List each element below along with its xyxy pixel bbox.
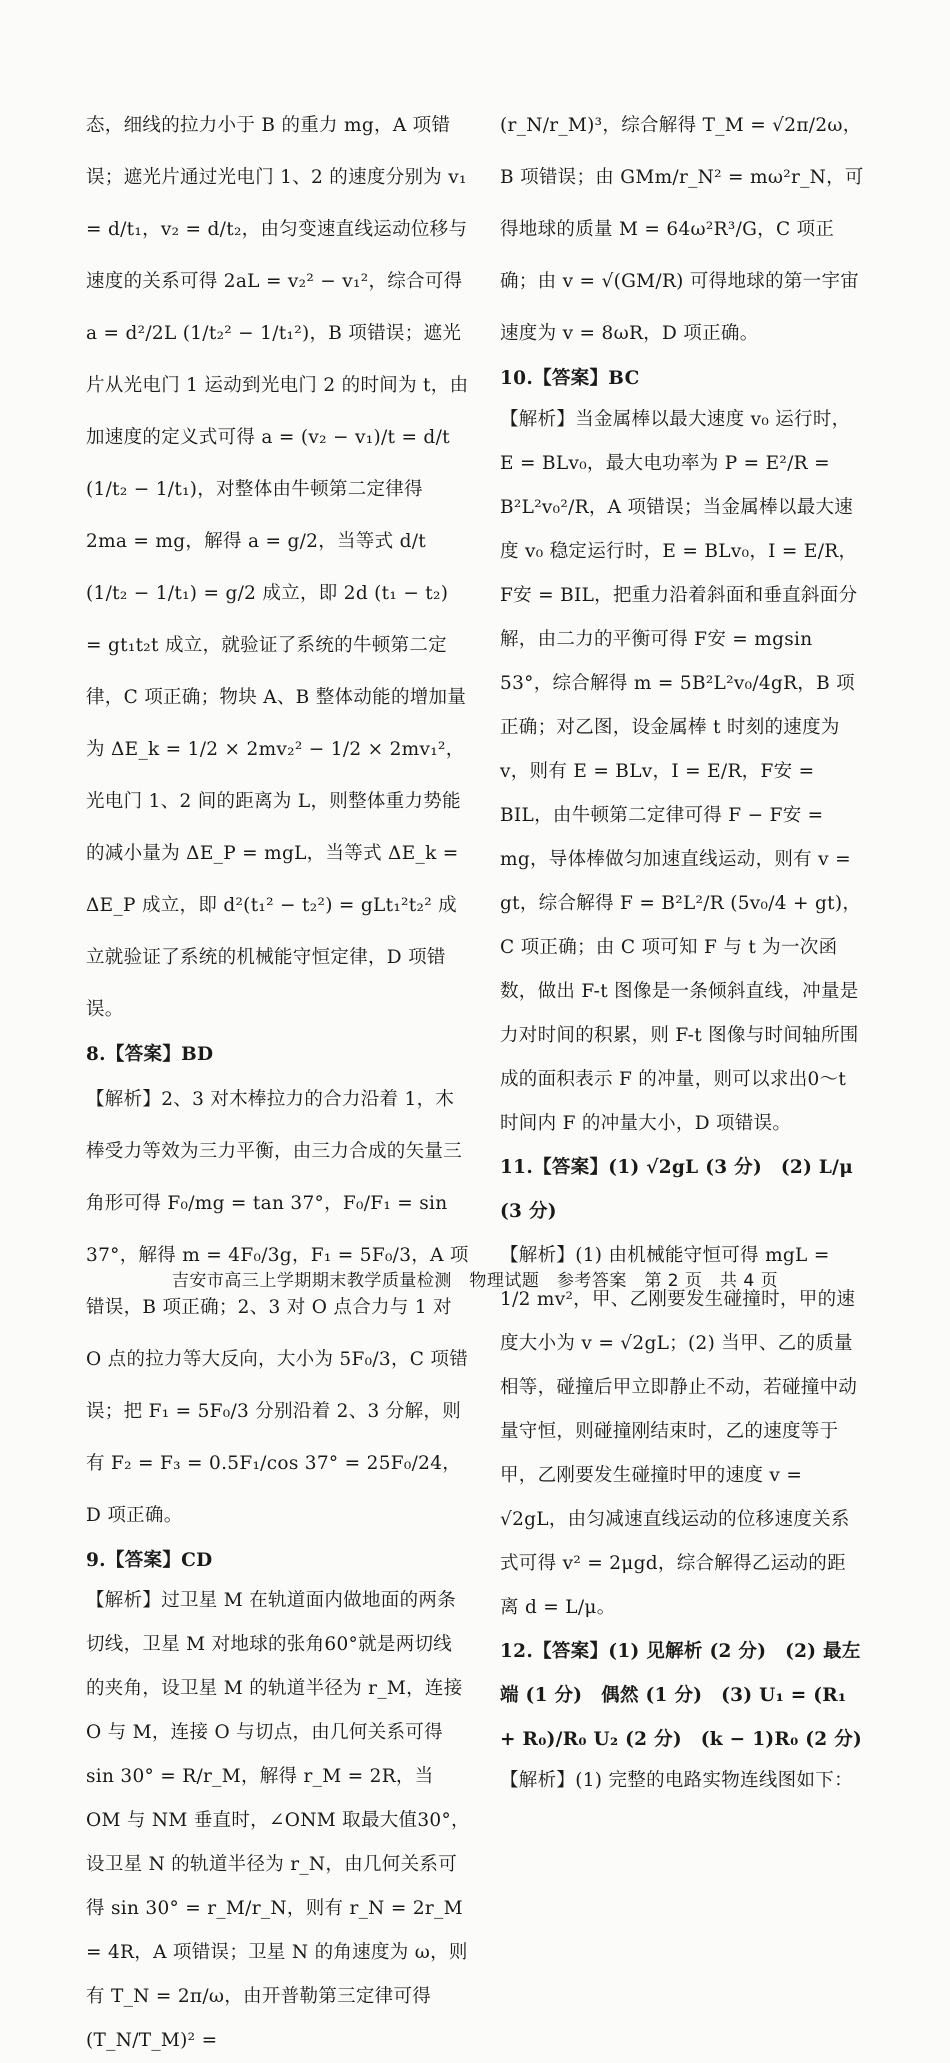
column-divider <box>484 100 485 1200</box>
answer-q8: 8.【答案】BD <box>86 1044 214 1065</box>
paragraph-q12-analysis: 【解析】(1) 完整的电路实物连线图如下： <box>500 1769 853 1791</box>
paragraph-q11-analysis: 【解析】(1) 由机械能守恒可得 mgL = 1/2 mv²，甲、乙刚要发生碰撞时，甲的速度大小为 v = √2gL；(2) 当甲、乙的质量相等，碰撞后甲立即静止不动，若碰撞中动量守恒，则碰撞刚结束时，乙的速度等于甲，乙刚要发生碰撞时甲的速度 v = √2gL，由匀减速直线运动的位移速度关系式可得 v² = 2μgd，综合解得乙运动的距离 d = L/μ。 <box>500 1244 858 1618</box>
answer-q11: 11.【答案】(1) √2gL (3 分) (2) L/μ (3 分) <box>500 1156 854 1222</box>
paragraph-q9-continued: (r_N/r_M)³，综合解得 T_M = √2π/2ω，B 项错误；由 GMm/r_N² = mω²r_N，可得地球的质量 M = 64ω²R³/G，C 项正确；由 v = √(GM/R) 可得地球的第一宇宙速度为 v = 8ωR，D 项正确。 <box>500 115 864 344</box>
answer-q9: 9.【答案】CD <box>86 1549 213 1571</box>
paragraph-q7-analysis: 态，细线的拉力小于 B 的重力 mg，A 项错误；遮光片通过光电门 1、2 的速度分别为 v₁ = d/t₁，v₂ = d/t₂，由匀变速直线运动位移与速度的关系可得 2aL = v₂² − v₁²，综合可得 a = d²/2L (1/t₂² − 1/t₁²)，B 项错误；遮光片从光电门 1 运动到光电门 2 的时间为 t，由加速度的定义式可得 a = (v₂ − v₁)/t = d/t (1/t₂ − 1/t₁)，对整体由牛顿第二定律得 2ma = mg，解得 a = g/2，当等式 d/t (1/t₂ − 1/t₁) = g/2 成立，即 2d (t₁ − t₂) = gt₁t₂t 成立，就验证了系统的牛顿第二定律，C 项正确；物块 A、B 整体动能的增加量为 ΔE_k = 1/2 × 2mv₂² − 1/2 × 2mv₁²，光电门 1、2 间的距离为 L，则整体重力势能的减小量为 ΔE_P = mgL，当等式 ΔE_k = ΔE_P 成立，即 d²(t₁² − t₂²) = gLt₁²t₂² 成立就验证了系统的机械能守恒定律，D 项错误。 <box>86 115 469 1020</box>
paragraph-q10-analysis: 【解析】当金属棒以最大速度 v₀ 运行时，E = BLv₀，最大电功率为 P = E²/R = B²L²v₀²/R，A 项错误；当金属棒以最大速度 v₀ 稳定运行时，E = BLv₀，I = E/R，F安 = BIL，把重力沿着斜面和垂直斜面分解，由二力的平衡可得 F安 = mgsin 53°，综合解得 m = 5B²L²v₀/4gR，B 项正确；对乙图，设金属棒 t 时刻的速度为 v，则有 E = BLv，I = E/R，F安 = BIL，由牛顿第二定律可得 F − F安 = mg，导体棒做匀加速直线运动，则有 v = gt，综合解得 F = B²L²/R (5v₀/4 + gt)，C 项正确；由 C 项可知 F 与 t 为一次函数，做出 F-t 图像是一条倾斜直线，冲量是力对时间的积累，则 F-t 图像与时间轴所围成的面积表示 F 的冲量，则可以求出0～t 时间内 F 的冲量大小，D 项错误。 <box>500 408 862 1134</box>
paragraph-q8-analysis: 【解析】2、3 对木棒拉力的合力沿着 1，木棒受力等效为三力平衡，由三力合成的矢量三角形可得 F₀/mg = tan 37°，F₀/F₁ = sin 37°，解得 m = 4F₀/3g，F₁ = 5F₀/3，A 项错误，B 项正确；2、3 对 O 点合力与 1 对 O 点的拉力等大反向，大小为 5F₀/3，C 项错误；把 F₁ = 5F₀/3 分别沿着 2、3 分解，则有 F₂ = F₃ = 0.5F₁/cos 37° = 25F₀/24，D 项正确。 <box>86 1088 469 1526</box>
right-column <box>500 100 864 1799</box>
answer-q10: 10.【答案】BC <box>500 368 640 389</box>
page-footer: 吉安市高三上学期期末教学质量检测 物理试题 参考答案 第 2 页 共 4 页 <box>171 1271 779 1291</box>
paragraph-q9-analysis: 【解析】过卫星 M 在轨道面内做地面的两条切线，卫星 M 对地球的张角60°就是两切线的夹角，设卫星 M 的轨道半径为 r_M，连接 O 与 M，连接 O 与切点，由几何关系可得 sin 30° = R/r_M，解得 r_M = 2R，当 OM 与 NM 垂直时，∠ONM 取最大值30°，设卫星 N 的轨道半径为 r_N，由几何关系可得 sin 30° = r_M/r_N，则有 r_N = 2r_M = 4R，A 项错误；卫星 N 的角速度为 ω，则有 T_N = 2π/ω，由开普勒第三定律可得 (T_N/T_M)² = <box>86 1590 470 2051</box>
answer-q12: 12.【答案】(1) 见解析 (2 分) (2) 最左端 (1 分) 偶然 (1 分) (3) U₁ = (R₁ + R₀)/R₀ U₂ (2 分) (k − 1)R₀ (2 分) <box>500 1640 863 1750</box>
left-column <box>86 100 470 2063</box>
